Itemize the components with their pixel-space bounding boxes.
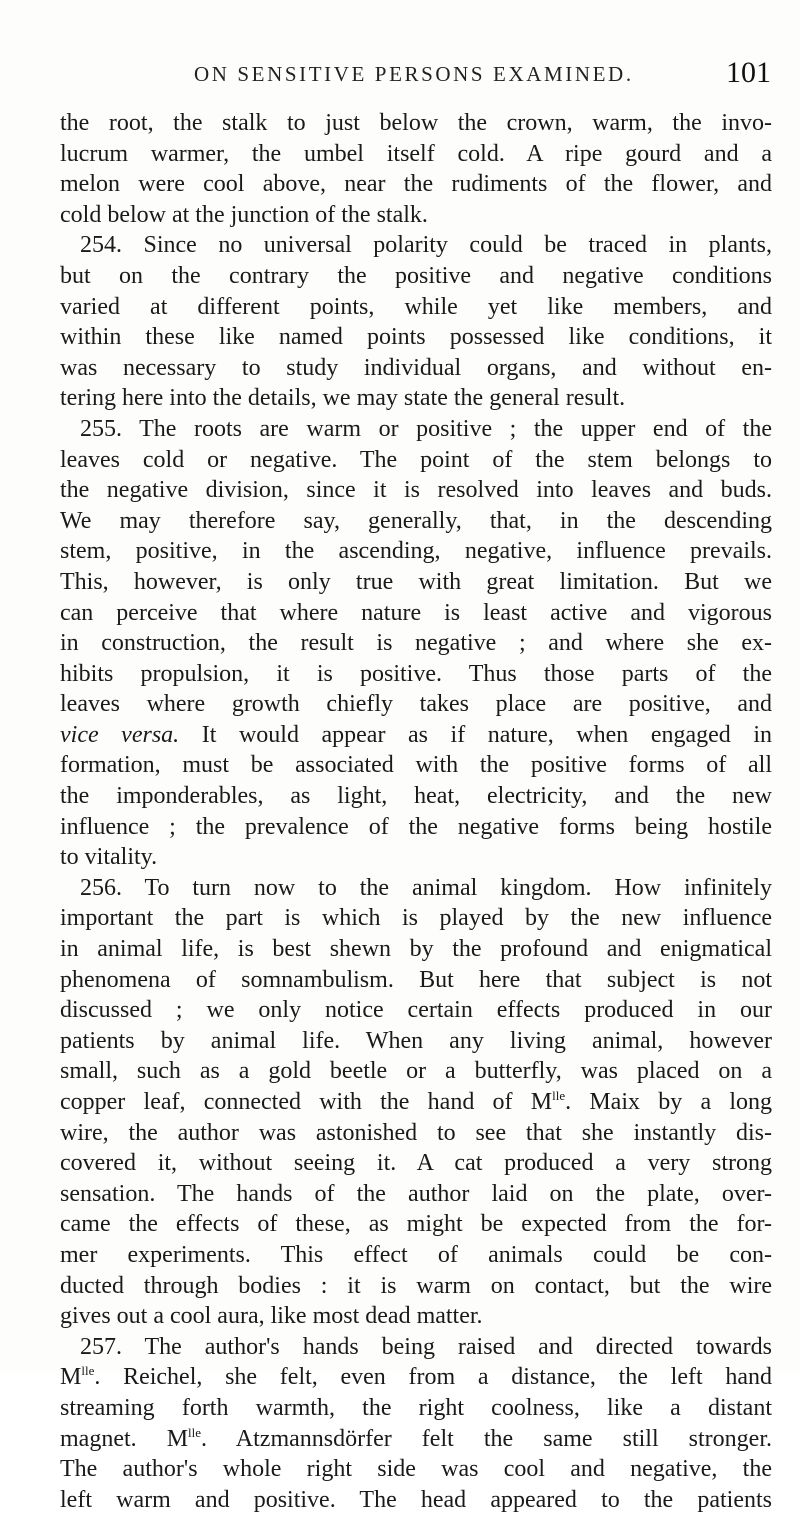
body-text	[60, 108, 772, 1515]
text-line: important the part is which is played by the new influence	[60, 905, 772, 932]
text-line: gives out a cool aura, like most dead matter.	[60, 1303, 483, 1330]
text-line: small, such as a gold beetle or a butterfly, was placed on a	[60, 1058, 772, 1085]
text-line: The author's whole right side was cool and negative, the	[60, 1456, 772, 1483]
text-line: streaming forth warmth, the right coolness, like a distant	[60, 1394, 772, 1421]
text-line: mer experiments. This effect of animals could be con-	[60, 1241, 772, 1268]
text-line: can perceive that where nature is least active and vigorous	[60, 599, 772, 626]
text-line: This, however, is only true with great limitation. But we	[60, 568, 772, 595]
text-line: tering here into the details, we may state the general result.	[60, 385, 626, 412]
text-line: came the effects of these, as might be expected from the for-	[60, 1211, 772, 1238]
text-line: melon were cool above, near the rudiments of the flower, and	[60, 171, 772, 198]
text-line: stem, positive, in the ascending, negative, influence prevails.	[60, 538, 772, 565]
text-line: left warm and positive. The head appeared to the patients	[60, 1486, 772, 1513]
text-line: varied at different points, while yet like members, and	[60, 293, 772, 320]
text-line: hibits propulsion, it is positive. Thus those parts of the	[60, 660, 772, 687]
text-line: patients by animal life. When any living animal, however	[60, 1027, 772, 1054]
text-line: influence ; the prevalence of the negative forms being hostile	[60, 813, 772, 840]
text-line: 256. To turn now to the animal kingdom. How infinitely	[80, 874, 772, 901]
text-line: formation, must be associated with the positive forms of all	[60, 752, 772, 779]
running-title: ON SENSITIVE PERSONS EXAMINED.	[194, 62, 634, 86]
text-segment: . Reichel, she felt, even from a distance, the left hand	[94, 1364, 772, 1391]
text-segment: . Maix by a long	[565, 1089, 772, 1115]
superscript-text: lle	[81, 1363, 95, 1379]
text-line: the root, the stalk to just below the crown, warm, the invo-	[60, 110, 772, 136]
text-line: sensation. The hands of the author laid on the plate, over-	[60, 1180, 772, 1207]
superscript-text: lle	[188, 1424, 202, 1440]
text-line: the imponderables, as light, heat, electricity, and the new	[60, 783, 772, 810]
text-line: 255. The roots are warm or positive ; the upper end of the	[80, 415, 772, 442]
text-line: lucrum warmer, the umbel itself cold. A ripe gourd and a	[60, 140, 772, 167]
text-line: 257. The author's hands being raised and directed towards	[80, 1333, 772, 1360]
text-line: 254. Since no universal polarity could be traced in plants,	[80, 232, 772, 259]
text-segment: . Atzmannsdörfer felt the same still stronger.	[201, 1425, 772, 1452]
text-line: We may therefore say, generally, that, in the descending	[60, 507, 772, 534]
text-line: in construction, the result is negative ; and where she ex-	[60, 630, 772, 657]
superscript-text: lle	[552, 1088, 566, 1103]
text-line	[60, 720, 772, 751]
text-line: in animal life, is best shewn by the profound and enigmatical	[60, 936, 772, 963]
page-number: 101	[726, 56, 771, 89]
italic-text: vice versa.	[60, 721, 180, 748]
text-line: discussed ; we only notice certain effects produced in our	[60, 997, 772, 1024]
text-line	[60, 1424, 772, 1455]
text-line: leaves cold or negative. The point of the stem belongs to	[60, 446, 772, 473]
running-head	[0, 56, 800, 96]
text-line: was necessary to study individual organs, and without en-	[60, 354, 772, 381]
text-line: covered it, without seeing it. A cat produced a very strong	[60, 1150, 772, 1177]
text-segment: copper leaf, connected with the hand of M	[60, 1089, 553, 1115]
text-line: within these like named points possessed like conditions, it	[60, 324, 772, 351]
text-segment: magnet. M	[60, 1425, 189, 1452]
text-segment: It would appear as if nature, when engaged in	[179, 721, 772, 748]
text-line: but on the contrary the positive and negative conditions	[60, 262, 772, 289]
text-line	[60, 1362, 772, 1393]
text-line: wire, the author was astonished to see that she instantly dis-	[60, 1119, 772, 1146]
text-line: ducted through bodies : it is warm on contact, but the wire	[60, 1272, 772, 1299]
text-line: to vitality.	[60, 844, 158, 871]
text-line: the negative division, since it is resolved into leaves and buds.	[60, 477, 772, 504]
text-line	[60, 1087, 772, 1118]
text-line: cold below at the junction of the stalk.	[60, 201, 428, 228]
text-segment: M	[60, 1364, 82, 1391]
text-line: phenomena of somnambulism. But here that subject is not	[60, 966, 772, 993]
text-line: leaves where growth chiefly takes place are positive, and	[60, 691, 772, 718]
